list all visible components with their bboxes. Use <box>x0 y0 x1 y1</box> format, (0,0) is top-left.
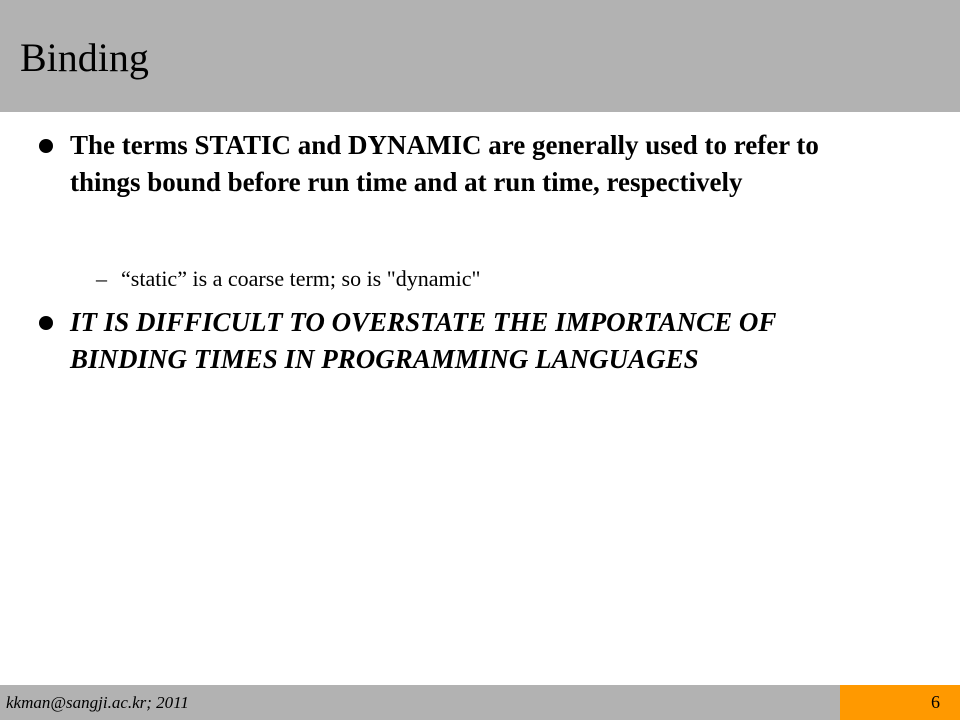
page-number: 6 <box>931 692 940 712</box>
bullet-dot-icon <box>39 139 53 153</box>
bullet-dot-icon <box>39 316 53 330</box>
sub-bullet-dash: – <box>96 266 107 291</box>
slide-title: Binding <box>20 35 149 80</box>
bullet-1-text: The terms STATIC and DYNAMIC are generally used to refer to things bound before run time and at run time, respectively <box>70 130 819 197</box>
sub-bullet-1-text: “static” is a coarse term; so is "dynamic" <box>121 266 481 291</box>
bullet-2-text: IT IS DIFFICULT TO OVERSTATE THE IMPORTANCE OF BINDING TIMES IN PROGRAMMING LANGUAGES <box>70 307 776 374</box>
footer-text: kkman@sangji.ac.kr; 2011 <box>6 693 189 712</box>
